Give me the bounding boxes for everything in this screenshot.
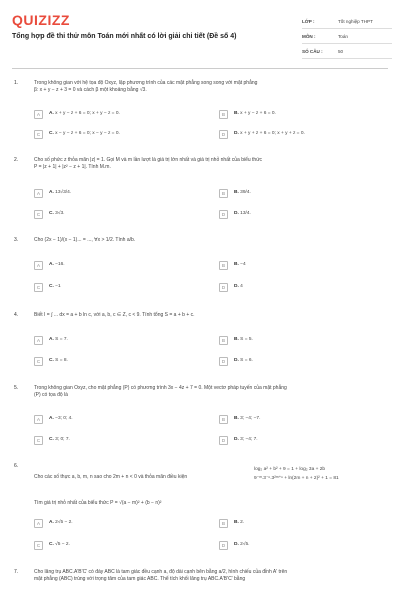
option-a[interactable] — [34, 261, 194, 273]
option-letter-box: C — [34, 436, 43, 445]
option-a[interactable] — [34, 110, 194, 122]
formula-line: log₂ a² + b² + 9 = 1 + log₂ 3a + 2b — [254, 467, 326, 472]
option-label: C. — [49, 131, 54, 136]
question-text — [34, 157, 384, 171]
option-b[interactable] — [219, 261, 379, 273]
meta-row-count — [302, 44, 392, 59]
option-label: D. — [234, 542, 239, 547]
option-letter-box: D — [219, 210, 228, 219]
option-text: 3; −4; 7. — [240, 437, 258, 442]
question-1 — [14, 80, 386, 150]
meta-value: 50 — [338, 48, 344, 54]
option-d[interactable] — [219, 436, 379, 448]
question-number: 6. — [14, 463, 19, 469]
option-label: C. — [49, 211, 54, 216]
question-text — [34, 80, 384, 94]
option-b[interactable] — [219, 415, 379, 427]
option-c[interactable] — [34, 283, 194, 295]
formula-system — [254, 465, 339, 483]
option-letter-box: C — [34, 210, 43, 219]
option-letter-box: B — [219, 336, 228, 345]
question-7 — [14, 569, 386, 595]
option-letter-box: A — [34, 415, 43, 424]
option-text: 2√5 − 2. — [55, 520, 73, 525]
option-c[interactable] — [34, 130, 194, 142]
option-label: C. — [49, 358, 54, 363]
document-title: Tổng hợp đề thi thử môn Toán mới nhất có lời giải chi tiết (Đề số 4) — [12, 33, 237, 40]
option-letter-box: D — [219, 541, 228, 550]
option-letter-box: D — [219, 357, 228, 366]
option-text: 2√5. — [240, 542, 250, 547]
option-text: 39/4. — [240, 190, 251, 195]
option-b[interactable] — [219, 519, 379, 531]
option-text: 13√3/4. — [55, 190, 72, 195]
option-label: D. — [234, 358, 239, 363]
option-a[interactable] — [34, 519, 194, 531]
option-letter-box: C — [34, 130, 43, 139]
option-text: −16. — [55, 262, 65, 267]
option-text: x + y + z + 6 = 0; x + y + z = 0. — [240, 131, 305, 136]
meta-table — [302, 14, 392, 59]
question-line: Cho (2x − 1)/(x − 1)... = ..., ∀x > 1/2. Tính a/b. — [34, 237, 136, 243]
option-d[interactable] — [219, 283, 379, 295]
meta-key: LỚP : — [302, 18, 315, 24]
option-text: 4 — [240, 284, 243, 289]
option-letter-box: C — [34, 283, 43, 292]
question-extra: Tìm giá trị nhỏ nhất của biểu thức P = √(a − m)² + (b − n)² — [34, 500, 162, 506]
option-letter-box: C — [34, 541, 43, 550]
option-text: S = 6. — [240, 358, 253, 363]
option-text: −4 — [240, 262, 246, 267]
option-label: B. — [234, 520, 239, 525]
option-text: 2. — [240, 520, 245, 525]
option-text: S = 7. — [55, 337, 68, 342]
option-b[interactable] — [219, 189, 379, 201]
option-label: A. — [49, 337, 54, 342]
option-a[interactable] — [34, 189, 194, 201]
option-letter-box: B — [219, 261, 228, 270]
option-text: x − y − z + 6 = 0; x − y − z = 0. — [55, 131, 120, 136]
option-label: C. — [49, 284, 54, 289]
option-text: −3; 0; 4. — [55, 416, 73, 421]
question-2 — [14, 157, 386, 232]
option-letter-box: A — [34, 336, 43, 345]
question-number: 1. — [14, 80, 19, 86]
option-d[interactable] — [219, 357, 379, 369]
option-letter-box: A — [34, 261, 43, 270]
option-letter-box: A — [34, 110, 43, 119]
question-6 — [14, 463, 386, 559]
option-c[interactable] — [34, 210, 194, 222]
quizizz-logo: QUIZIZZ — [12, 12, 70, 28]
option-letter-box: D — [219, 436, 228, 445]
option-label: A. — [49, 416, 54, 421]
option-label: B. — [234, 262, 239, 267]
meta-row-subject — [302, 29, 392, 44]
option-text: −1 — [55, 284, 61, 289]
header-divider — [12, 68, 388, 69]
document-header — [0, 0, 400, 70]
option-label: D. — [234, 284, 239, 289]
question-number: 5. — [14, 385, 19, 391]
question-line: (P) có tọa độ là — [34, 392, 68, 398]
option-text: 3√3. — [55, 211, 65, 216]
question-line: β: x + y − z + 3 = 0 và cách β một khoảng bằng √3. — [34, 87, 147, 93]
option-label: A. — [49, 111, 54, 116]
option-d[interactable] — [219, 541, 379, 553]
option-letter-box: A — [34, 519, 43, 528]
option-label: B. — [234, 190, 239, 195]
option-letter-box: C — [34, 357, 43, 366]
option-letter-box: B — [219, 415, 228, 424]
option-label: B. — [234, 416, 239, 421]
question-number: 3. — [14, 237, 19, 243]
question-text — [34, 474, 244, 481]
option-letter-box: B — [219, 519, 228, 528]
option-label: C. — [49, 542, 54, 547]
option-letter-box: D — [219, 283, 228, 292]
meta-row-class — [302, 14, 392, 29]
meta-key: MÔN : — [302, 33, 316, 39]
option-c[interactable] — [34, 541, 194, 553]
option-label: A. — [49, 262, 54, 267]
option-letter-box: D — [219, 130, 228, 139]
option-label: A. — [49, 520, 54, 525]
option-label: D. — [234, 211, 239, 216]
option-c[interactable] — [34, 436, 194, 448]
question-line: Biết I = ∫ ... dx = a + b ln c, với a, b, c ∈ Z, c < 9. Tính tổng S = a + b + c. — [34, 312, 195, 318]
question-text — [34, 237, 384, 244]
question-5 — [14, 385, 386, 455]
option-letter-box: A — [34, 189, 43, 198]
meta-key: SỐ CÂU : — [302, 48, 323, 54]
question-text — [34, 385, 384, 399]
option-label: B. — [234, 111, 239, 116]
option-label: D. — [234, 437, 239, 442]
option-b[interactable] — [219, 336, 379, 348]
meta-value: Toán — [338, 33, 348, 39]
question-line: Cho số phức z thỏa mãn |z| = 1. Gọi M và m lần lượt là giá trị lớn nhất và giá trị nhỏ nhất của biểu thức — [34, 157, 263, 163]
option-text: S = 5. — [240, 337, 253, 342]
formula-line: 9⁻ᵐ.3⁻ⁿ.3²ᵐ⁺ⁿ + ln(2m + n + 2)² + 1 = 81 — [254, 476, 339, 481]
question-number: 4. — [14, 312, 19, 318]
option-text: x + y − z + 6 = 0; x + y − z = 0. — [55, 111, 120, 116]
option-label: B. — [234, 337, 239, 342]
question-number: 7. — [14, 569, 19, 575]
question-line: Cho lăng trụ ABC.A'B'C' có đáy ABC là tam giác đều cạnh a, độ dài cạnh bên bằng a/2, hình chiếu của đỉnh A' trên — [34, 569, 288, 575]
option-text: 3; 0; 7. — [55, 437, 70, 442]
option-label: A. — [49, 190, 54, 195]
option-text: 3; −4; −7. — [240, 416, 261, 421]
option-letter-box: B — [219, 110, 228, 119]
question-line: Trong không gian với hệ tọa độ Oxyz, lập phương trình của các mặt phẳng song song với mặt phẳng — [34, 80, 258, 86]
question-4 — [14, 312, 386, 372]
option-label: D. — [234, 131, 239, 136]
option-text: 13/4. — [240, 211, 251, 216]
option-a[interactable] — [34, 415, 194, 427]
option-label: C. — [49, 437, 54, 442]
option-text: x + y − z + 6 = 0. — [240, 111, 276, 116]
question-line: mặt phẳng (ABC) trùng với trọng tâm của tam giác ABC. Thể tích khối lăng trụ ABC.A'B'C' bằng — [34, 576, 246, 582]
question-line: Trong không gian Oxyz, cho mặt phẳng (P) có phương trình 3x − 4z + 7 = 0. Một vectơ pháp tuyến của mặt phẳng — [34, 385, 287, 391]
option-d[interactable] — [219, 210, 379, 222]
option-text: √5 − 2. — [55, 542, 70, 547]
question-number: 2. — [14, 157, 19, 163]
meta-value: Tốt nghiệp THPT — [338, 18, 373, 24]
option-text: S = 8. — [55, 358, 68, 363]
option-a[interactable] — [34, 336, 194, 348]
option-letter-box: B — [219, 189, 228, 198]
question-3 — [14, 237, 386, 302]
question-text — [34, 569, 384, 583]
question-line: Cho các số thực a, b, m, n sao cho 2m + n < 0 và thỏa mãn điều kiện — [34, 474, 188, 480]
question-line: P = |z + 1| + |z² − z + 1|. Tính M.m. — [34, 164, 111, 170]
option-b[interactable] — [219, 110, 379, 122]
question-text — [34, 312, 384, 319]
option-c[interactable] — [34, 357, 194, 369]
option-d[interactable] — [219, 130, 379, 142]
